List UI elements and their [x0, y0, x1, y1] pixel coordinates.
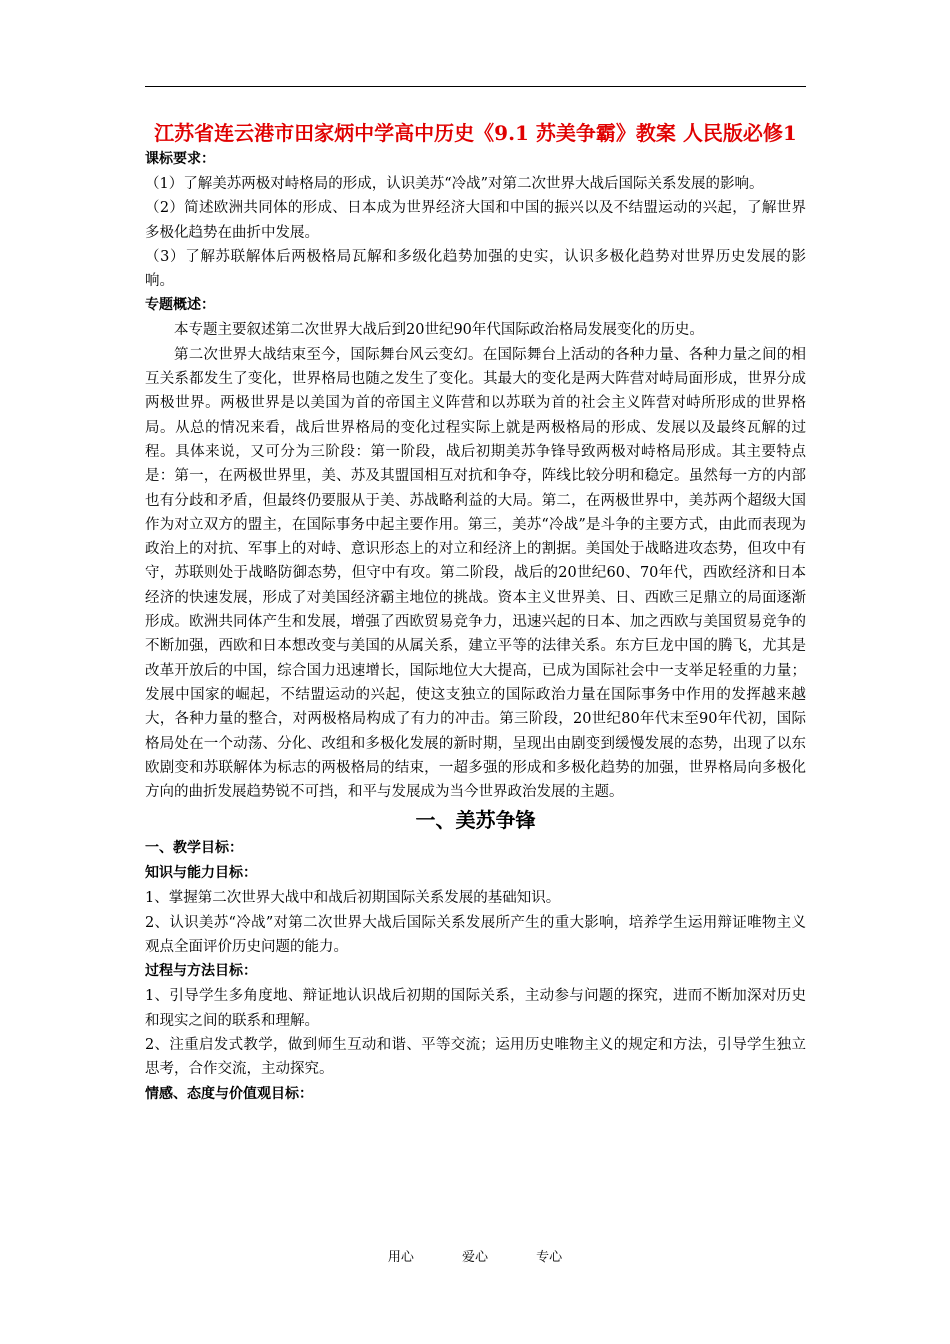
- section-title: 一、美苏争锋: [415, 808, 536, 833]
- knowledge-goal-1: 1、掌握第二次世界大战中和战后初期国际关系发展的基础知识。: [145, 890, 561, 907]
- footer-text-2: 爱心: [461, 1250, 488, 1265]
- topic-overview-heading: 专题概述：: [145, 297, 215, 314]
- knowledge-goals-heading: 知识与能力目标：: [145, 865, 257, 882]
- process-goal-1: 1、引导学生多角度地、辩证地认识战后初期的国际关系，主动参与问题的探究，进而不断加深对历史和现实之间的联系和理解。: [145, 988, 806, 1029]
- header-rule: [145, 86, 806, 87]
- footer-text-3: 专心: [536, 1250, 563, 1265]
- page-footer: [0, 1249, 950, 1267]
- knowledge-goal-2: 2、认识美苏“冷战”对第二次世界大战后国际关系发展所产生的重大影响，培养学生运用辩证唯物主义观点全面评价历史问题的能力。: [145, 914, 806, 956]
- document-title: 江苏省连云港市田家炳中学高中历史《9.1 苏美争霸》教案 人民版必修1: [154, 121, 797, 145]
- overview-paragraph-2: 第二次世界大战结束至今，国际舞台风云变幻。在国际舞台上活动的各种力量、各种力量之间的相互关系都发生了变化，世界格局也随之发生了变化。其最大的变化是两大阵营对峙局面形成，世界分成两极世界。两极世界是以美国为首的帝国主义阵营和以苏联为首的社会主义阵营对峙所形成的世界格局。从总的情况来看，战后世界格局的变化过程实际上就是两极格局的形成、发展以及最终瓦解的过程。具体来说，又可分为三阶段：第一阶段，战后初期美苏争锋导致两极对峙格局形成。其主要特点是：第一，在两极世界里，美、苏及其盟国相互对抗和争夺，阵线比较分明和稳定。虽然每一方的内部也有分歧和矛盾，但最终仍要服从于美、苏战略利益的大局。第二，在两极世界中，美苏两个超级大国作为对立双方的盟主，在国际事务中起主要作用。第三，美苏“冷战”是斗争的主要方式，由此而表现为政治上的对抗、军事上的对峙、意识形态上的对立和经济上的割据。美国处于战略进攻态势，但攻中有守，苏联则处于战略防御态势，但守中有攻。第二阶段，战后的20世纪60、70年代，西欧经济和日本经济的快速发展，形成了对美国经济霸主地位的挑战。资本主义世界美、日、西欧三足鼎立的局面逐渐形成。欧洲共同体产生和发展，增强了西欧贸易竞争力，迅速兴起的日本、加之西欧与美国贸易竞争的不断加强，西欧和日本想改变与美国的从属关系，建立平等的法律关系。东方巨龙中国的腾飞，尤其是改革开放后的中国，综合国力迅速增长，国际地位大大提高，已成为国际社会中一支举足轻重的力量；发展中国家的崛起，不结盟运动的兴起，使这支独立的国际政治力量在国际事务中作用的发挥越来越大，各种力量的整合，对两极格局构成了有力的冲击。第三阶段，20世纪80年代末至90年代初，国际格局处在一个动荡、分化、改组和多极化发展的新时期，呈现出由剧变到缓慢发展的态势，出现了以东欧剧变和苏联解体为标志的两极格局的结束，一超多强的形成和多极化趋势的加强，世界格局向多极化方向的曲折发展趋势锐不可挡，和平与发展成为当今世界政治发展的主题。: [145, 346, 806, 801]
- curriculum-requirement-3: （3）了解苏联解体后两极格局瓦解和多级化趋势加强的史实，认识多极化趋势对世界历史发展的影响。: [145, 248, 806, 290]
- process-goals-heading: 过程与方法目标：: [145, 963, 257, 980]
- overview-paragraph-1: 本专题主要叙述第二次世界大战后到20世纪90年代国际政治格局发展变化的历史。: [174, 322, 704, 339]
- curriculum-requirement-1: （1）了解美苏两极对峙格局的形成，认识美苏“冷战”对第二次世界大战后国际关系发展的影响。: [145, 176, 764, 192]
- curriculum-requirement-2: （2）简述欧洲共同体的形成、日本成为世界经济大国和中国的振兴以及不结盟运动的兴起，了解世界多极化趋势在曲折中发展。: [145, 200, 806, 241]
- footer-text-1: 用心: [387, 1250, 414, 1265]
- process-goal-2: 2、注重启发式教学，做到师生互动和谐、平等交流；运用历史唯物主义的规定和方法，引导学生独立思考，合作交流，主动探究。: [145, 1036, 806, 1078]
- curriculum-requirements-heading: 课标要求：: [145, 151, 215, 167]
- teaching-goals-heading: 一、教学目标：: [145, 840, 243, 857]
- emotion-goals-heading: 情感、态度与价值观目标：: [145, 1085, 313, 1102]
- document-body: [145, 120, 806, 1107]
